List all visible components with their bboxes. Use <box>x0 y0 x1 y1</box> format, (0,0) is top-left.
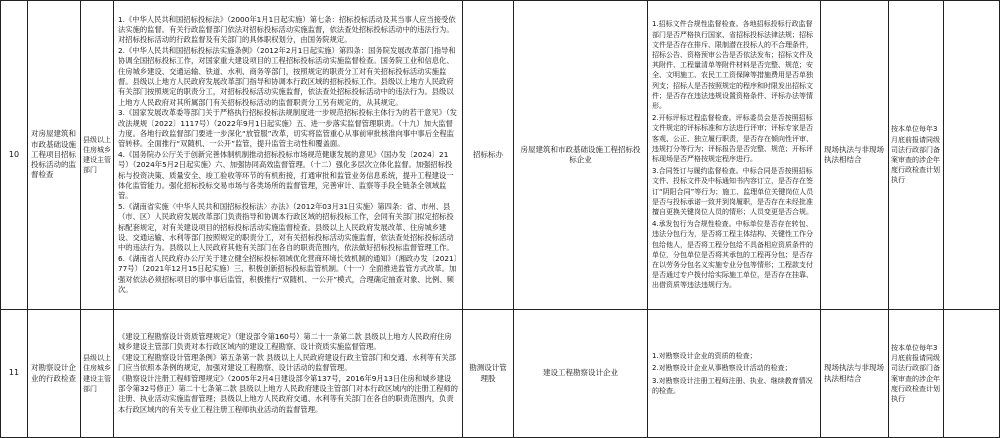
cell-subject <box>81 310 114 438</box>
content-paragraph: 2.对勘察设计企业从事勘察设计活动的检查； <box>652 364 792 373</box>
item-name: 对勘察设计企业的行政检查 <box>31 363 76 383</box>
cell-plan <box>889 1 944 310</box>
basis-paragraph: 《建设工程勘察设计资质管理规定》（建设部令第160号）第二十一条第二款 县级以上地方人民政府住房城乡建设主管部门负责对本行政区域内的建设工程勘察、设计资质实施监督管理。 <box>118 331 452 352</box>
basis-paragraph: 3.《国家发展改革委等部门关于严格执行招标投标法规制度进一步规范招标投标主体行为的若干意见》（发改法规规〔2022〕1117号）（2022年9月1日起实施）五、进一步落实监督管理职责。（十九）加大监督力度。各地行政监督部门要进一步深化“放管服”改革，切实将监管重心从事前审批核准向事中事后全程监管转移。全面推行“双随机、一公开”监管，提升监管主动性和覆盖面。 <box>118 108 457 149</box>
content-paragraph: 4.承发包行为合规性检查。中标单位是否存在转包、违法分包行为，是否将工程主体结构、关键性工作分包给他人，是否将工程分包给不具备相应资质条件的单位，分包单位是否将其承包的工程再分包；是否存在以劳务分包名义实施专业分包等情形；工程款支付是否通过专户拨付给实际施工单位，是否存在挂靠、出借资质等违法违规行为。 <box>652 220 813 290</box>
inspection-plan: 按本单位每年3月底前报请同级司法行政部门备案审查的涉企年度行政检查计划执行 <box>891 343 940 403</box>
inspection-object: 房屋建筑和市政基础设施工程招标投标企业 <box>520 144 641 164</box>
basis-paragraph: 4.《国务院办公厅关于创新完善体制机制推动招标投标市场规范健康发展的意见》（国办发〔2024〕21号）（2024年5月2日起实施）六、加强协同高效监督管理。（十二）强化多层次立体化监督。加强招标投标与投资决策、质量安全、竣工验收等环节的有机衔接，打通审批和监管业务信息系统，提升工程建设一体化监管能力。强化招标投标交易市场与各类场所的监督管理，完善审计、监察等手段全链条全领域监管。 <box>118 149 454 201</box>
implementing-subject: 县级以上住房城乡建设主管部门 <box>83 354 111 393</box>
cell-subject <box>81 1 114 310</box>
basis-paragraph: 5.《湖南省实施〈中华人民共和国招标投标法〉办法》（2012年03月31日实施）第四条：省、市州、县（市、区）人民政府发展改革部门负责指导和协调本行政区域的招标投标工作，会同有关部门拟定招标投标配套规定，对有关建设项目的招标投标活动实施监督检查。县级以上人民政府发展改革、住房城乡建设、交通运输、水利等部门按照规定的职责分工，对有关招标投标活动实施监督，依法查处招标投标活动中的违法行为。县级以上人民政府其他有关部门在各自的职责范围内，依法做好招标投标监督管理工作。 <box>118 201 454 253</box>
item-name: 对房屋建筑和市政基础设施工程项目招标投标活动的监督检查 <box>31 129 76 180</box>
cell-index <box>1 310 28 438</box>
content-paragraph: 1.招标文件合规性监督检查。各地招标投标行政监督部门是否严格执行国家、省招标投标法律法规；招标文件是否存在排斥、限制潜在投标人的不合理条件，招标公告、资格预审公告是否依法发布；招标文件及其附件、工程量清单等附件材料是否完整、规范；安全、文明施工、农民工工资保障等措施费用是否单独列支；招标人是否按照规定的程序和时限发出招标文件；是否存在违法违规设置资格条件、评标办法等情形。 <box>652 20 813 110</box>
department: 招标标办 <box>473 149 503 159</box>
cell-department <box>463 1 514 310</box>
cell-legal-basis <box>114 1 463 310</box>
basis-paragraph: 《勘察设计注册工程师管理规定》（2005年2月4日建设部令第137号，2016年9月13日住房和城乡建设部令第32号修正）第二十七条第二款 县级以上地方人民政府建设主管部门对本行政区域内的注册工程师的注册、执业活动实施监督管理；县级以上地方人民政府交通、水利等有关部门在各自的职责范围内，负责本行政区域内的有关专业工程注册工程师执业活动的监督管理。 <box>118 373 458 414</box>
content-paragraph: 3.对勘察设计注册工程师注册、执业、继续教育情况的检查。 <box>652 376 813 395</box>
cell-object <box>514 310 648 438</box>
cell-department <box>463 310 514 438</box>
cell-content <box>648 310 821 438</box>
inspection-plan: 按本单位每年3月底前报请同级司法行政部门备案审查的涉企年度行政检查计划执行 <box>891 125 940 185</box>
basis-paragraph: 6.《湖南省人民政府办公厅关于建立健全招标投标领域优化营商环境长效机制的通知》（湘政办发〔2021〕77号）（2021年12月15日起实施）三、积极创新招标投标监管机制。（十一）全面推进监管方式改革。加强对依法必须招标项目的事中事后监管，积极推行“双随机、一公开”模式，合理确定抽查对象、比例、频次。 <box>118 253 458 295</box>
basis-paragraph: 1.《中华人民共和国招标投标法》（2000年1月1日起实施）第七条：招标投标活动及其当事人应当接受依法实施的监督。有关行政监督部门依法对招标投标活动实施监督，依法查处招标投标活动中的违法行为。对招标投标活动的行政监督及有关部门的具体职权划分，由国务院规定。 <box>118 14 456 45</box>
cell-method <box>821 310 889 438</box>
basis-paragraph: 《建设工程勘察设计管理条例》第五条第一款 县级以上人民政府建设行政主管部门和交通、水利等有关部门应当依照本条例的规定，加强对建设工程勘察、设计活动的监督管理。 <box>118 352 456 373</box>
cell-remark <box>944 1 1000 310</box>
content-paragraph: 3.合同签订与履约监督检查。中标合同是否按照招标文件、投标文件及中标通知书内容订立，是否存在签订“阴阳合同”等行为；施工、监理单位关键岗位人员是否与投标承诺一致并到岗履职，是否存在未经批准擅自更换关键岗位人员的情形；人员变更是否合规。 <box>652 167 814 217</box>
inspection-method: 现场执法与非现场执法相结合 <box>824 144 884 164</box>
basis-paragraph: 2.《中华人民共和国招标投标法实施条例》（2012年2月1日起实施）第四条：国务院发展改革部门指导和协调全国招标投标工作，对国家重大建设项目的工程招标投标活动实施监督检查。国务院工业和信息化、住房城乡建设、交通运输、铁道、水利、商务等部门，按照规定的职责分工对有关招标投标活动实施监督。县级以上地方人民政府发展改革部门指导和协调本行政区域的招标投标工作。县级以上地方人民政府有关部门按照规定的职责分工，对招标投标活动实施监督，依法查处招标投标活动中的违法行为。县级以上地方人民政府对其所属部门有关招标投标活动的监督职责分工另有规定的，从其规定。 <box>118 45 456 107</box>
inspection-method: 现场执法与非现场执法相结合 <box>824 363 884 383</box>
cell-remark <box>944 310 1000 438</box>
cell-object <box>514 1 648 310</box>
content-paragraph: 2.开标评标过程监督检查。评标委员会是否按照招标文件规定的评标标准和方法进行评审；评标专家是否客观、公正、独立履行职责，是否存在倾向性评审、违规打分等行为；评标报告是否完整、规范；开标评标现场是否严格按规定程序进行。 <box>652 114 813 163</box>
cell-content <box>648 1 821 310</box>
cell-index <box>1 1 28 310</box>
implementing-subject: 县级以上住房城乡建设主管部门 <box>83 135 111 175</box>
cell-method <box>821 1 889 310</box>
content-paragraph: 1.对勘察设计企业的资质的检查； <box>652 352 757 361</box>
cell-item-name <box>28 1 81 310</box>
department: 勘测设计管理股 <box>469 363 507 383</box>
inspection-object: 建设工程勘察设计企业 <box>543 368 618 378</box>
row-number: 11 <box>8 368 20 378</box>
row-number: 10 <box>8 149 20 159</box>
cell-legal-basis <box>114 310 463 438</box>
cell-item-name <box>28 310 81 438</box>
cell-plan <box>889 310 944 438</box>
